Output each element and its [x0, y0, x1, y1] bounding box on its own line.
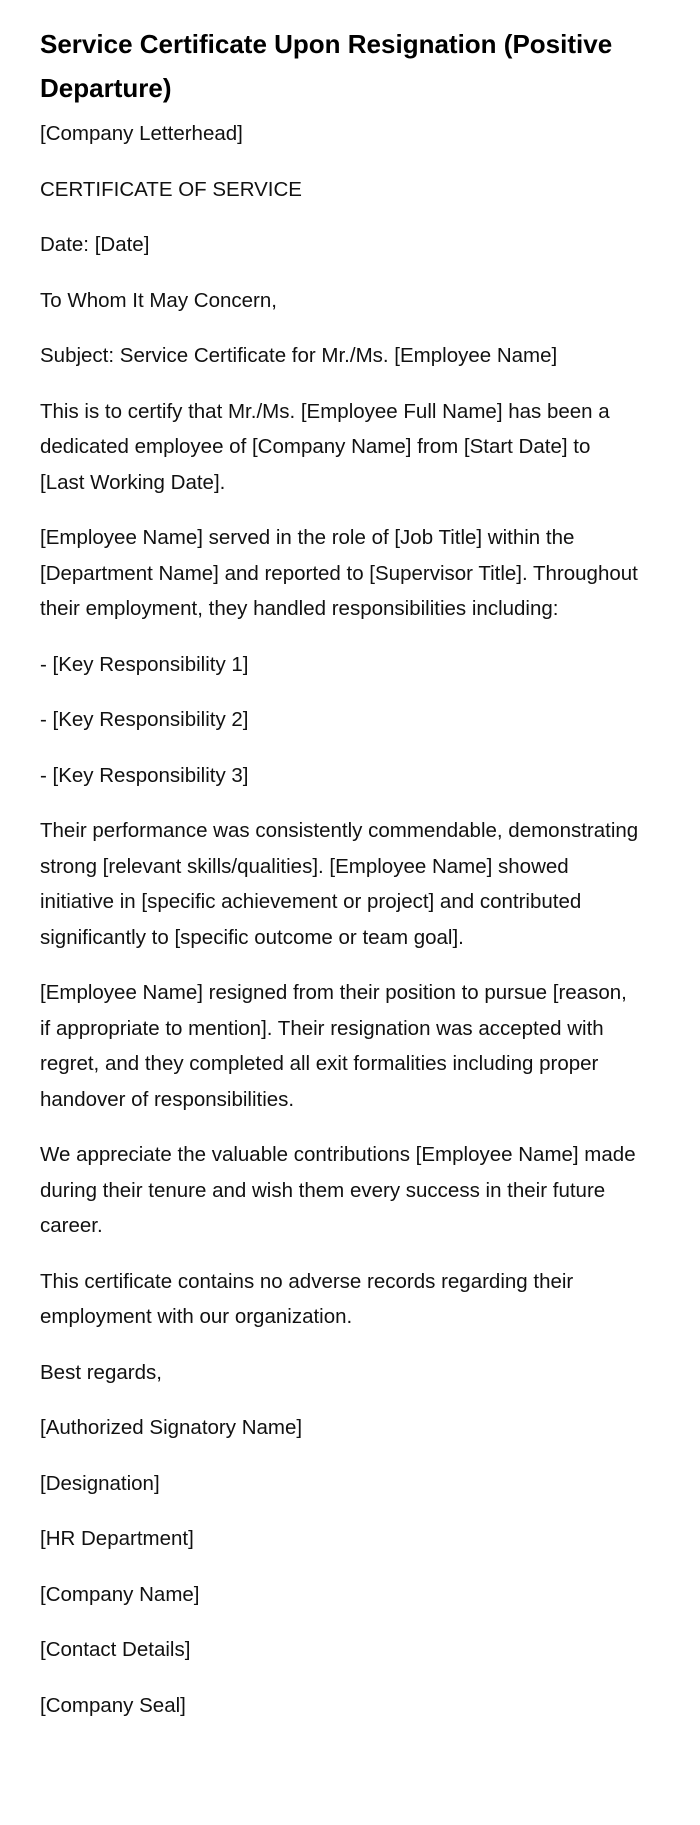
- document-title: Service Certificate Upon Resignation (Positive Departure): [40, 29, 613, 103]
- date-line: Date: [Date]: [40, 233, 150, 256]
- responsibility-item: - [Key Responsibility 1]: [40, 652, 249, 676]
- certificate-heading: CERTIFICATE OF SERVICE: [40, 177, 302, 201]
- intro-paragraph: This is to certify that Mr./Ms. [Employee Full Name] has been a dedicated employee of [Company Name] from [Start Date] to [Last Working Date].: [40, 399, 610, 494]
- role-paragraph: [Employee Name] served in the role of [Job Title] within the [Department Name] and reported to [Supervisor Title]. Throughout their employment, they handled responsibilities including:: [40, 526, 638, 620]
- responsibility-item: - [Key Responsibility 2]: [40, 708, 249, 731]
- salutation: To Whom It May Concern,: [40, 288, 277, 312]
- signatory-department: [HR Department]: [40, 1527, 194, 1550]
- performance-paragraph: Their performance was consistently commendable, demonstrating strong [relevant skills/qualities]. [Employee Name] showed initiative in [specific achievement or project] and contributed significantly to [specific outcome or team goal].: [40, 819, 639, 949]
- letterhead: [Company Letterhead]: [40, 122, 243, 145]
- subject-line: Subject: Service Certificate for Mr./Ms. [Employee Name]: [40, 344, 558, 367]
- signatory-designation: [Designation]: [40, 1471, 160, 1495]
- contact-details: [Contact Details]: [40, 1638, 191, 1661]
- appreciation-paragraph: We appreciate the valuable contributions [Employee Name] made during their tenure and wish them every success in their future career.: [40, 1143, 636, 1237]
- signatory-name: [Authorized Signatory Name]: [40, 1416, 303, 1439]
- company-name: [Company Name]: [40, 1582, 200, 1606]
- resignation-paragraph: [Employee Name] resigned from their position to pursue [reason, if appropriate to mention]. Their resignation was accepted with regret, and they completed all exit formalities including proper handover of responsibilities.: [40, 981, 627, 1111]
- company-seal: [Company Seal]: [40, 1693, 186, 1717]
- closing: Best regards,: [40, 1360, 162, 1384]
- no-adverse-paragraph: This certificate contains no adverse records regarding their employment with our organization.: [40, 1269, 574, 1328]
- responsibility-item: - [Key Responsibility 3]: [40, 763, 249, 787]
